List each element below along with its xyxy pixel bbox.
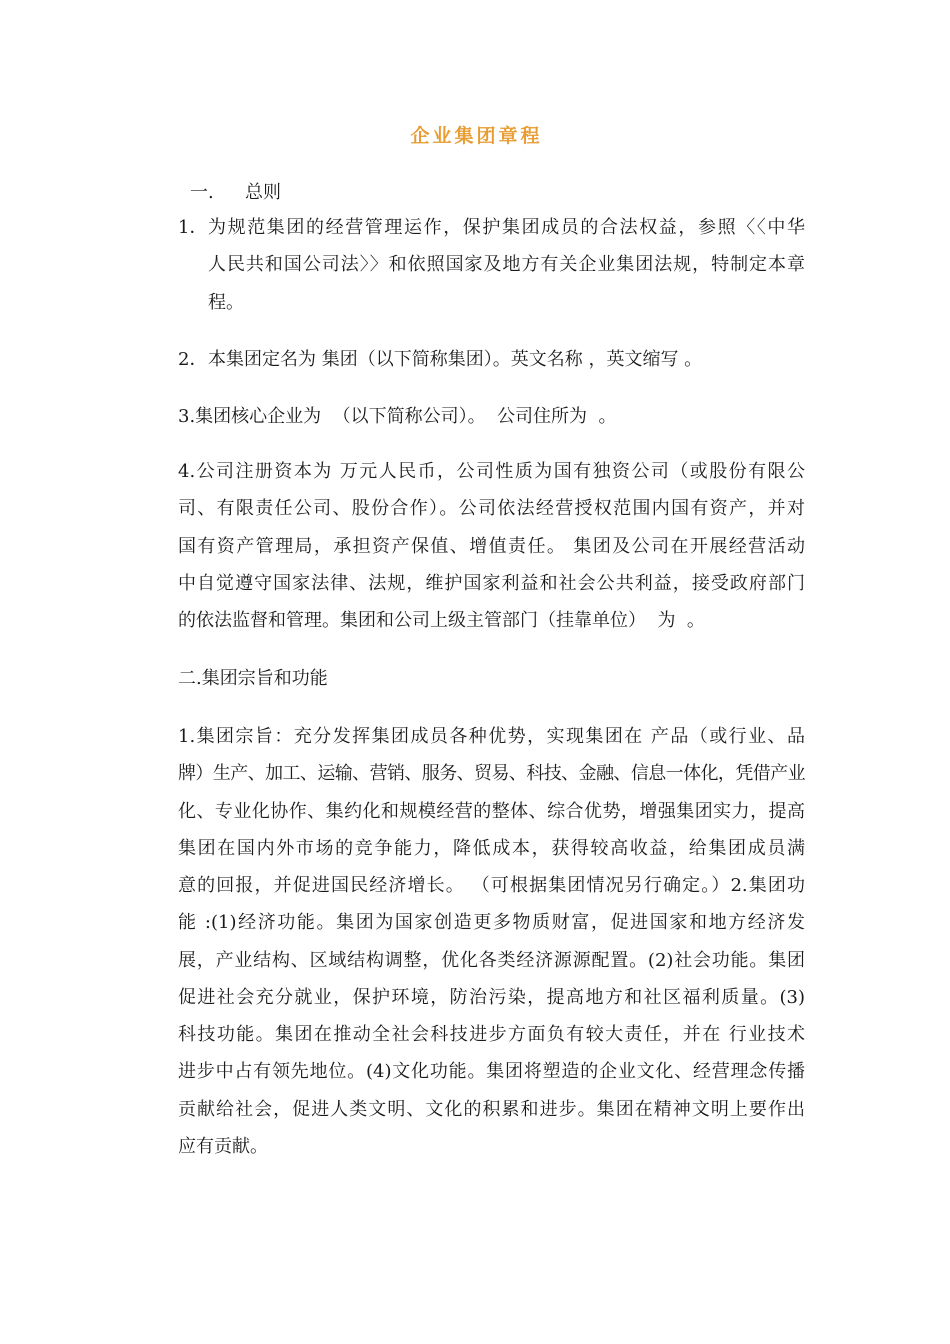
paragraph-line: 国有资产管理局，承担资产保值、增值责任。 集团及公司在开展经营活动 [178,535,805,557]
section-heading-general [178,174,805,211]
section-number: 一. [190,182,214,203]
clause-3 [178,398,805,435]
section-title: 总则 [245,182,281,203]
paragraph-line: 人民共和国公司法〉〉和依照国家及地方有关企业集团法规，特制定本章 [208,254,805,276]
paragraph-line: 应有贡献。 [178,1135,268,1157]
paragraph-line: 本集团定名为 集团（以下简称集团）。英文名称 ，英文缩写 。 [208,349,703,370]
purpose-paragraph [178,718,805,1165]
paragraph-line: 1.集团宗旨：充分发挥集团成员各种优势，实现集团在 产品（或行业、品 [178,726,805,747]
paragraph-line: 4.公司注册资本为 万元人民币，公司性质为国有独资公司（或股份有限公 [178,461,805,482]
paragraph-line: 司、有限责任公司、股份合作）。公司依法经营授权范围内国有资产，并对 [178,498,805,520]
paragraph-line: 展，产业结构、区域结构调整，优化各类经济源源配置。(2)社会功能。集团 [178,949,805,971]
clause-number: 2． [178,349,208,370]
paragraph-line: 3.集团核心企业为 （以下简称公司）。 公司住所为 。 [178,406,617,427]
paragraph-line: 程。 [208,291,244,313]
clause-2 [178,341,805,378]
paragraph-line: 的依法监督和管理。集团和公司上级主管部门（挂靠单位） 为 。 [178,610,705,631]
paragraph-line: 意的回报，并促进国民经济增长。 （可根据集团情况另行确定。）2.集团功 [178,875,805,896]
clause-1 [178,209,805,321]
section-heading-purpose [178,660,805,697]
paragraph-line: 集团在国内外市场的竞争能力，降低成本，获得较高收益，给集团成员满 [178,837,805,859]
paragraph-line: 中自觉遵守国家法律、法规，维护国家利益和社会公共利益，接受政府部门 [178,572,805,594]
paragraph-line: 促进社会充分就业，保护环境，防治污染，提高地方和社区福利质量。(3) [178,986,805,1008]
section-title: 二.集团宗旨和功能 [178,668,328,689]
paragraph-line: 牌）生产、加工、运输、营销、服务、贸易、科技、金融、信息一体化，凭借产业 [178,763,805,785]
paragraph-line: 化、专业化协作、集约化和规模经营的整体、综合优势，增强集团实力，提高 [178,800,805,822]
clause-number: 1． [178,217,208,238]
clause-4 [178,453,805,639]
paragraph-line: 为规范集团的经营管理运作，保护集团成员的合法权益，参照〈〈中华 [208,217,805,238]
paragraph-line: 进步中占有领先地位。(4)文化功能。集团将塑造的企业文化、经营理念传播 [178,1061,805,1083]
paragraph-line: 贡献给社会，促进人类文明、文化的积累和进步。集团在精神文明上要作出 [178,1098,805,1120]
paragraph-line: 能 :(1)经济功能。集团为国家创造更多物质财富，促进国家和地方经济发 [178,912,805,934]
document-title: 企业集团章程 [410,125,543,147]
paragraph-line: 科技功能。集团在推动全社会科技进步方面负有较大责任，并在 行业技术 [178,1024,805,1045]
clause-text [208,341,805,378]
clause-text [208,209,805,321]
